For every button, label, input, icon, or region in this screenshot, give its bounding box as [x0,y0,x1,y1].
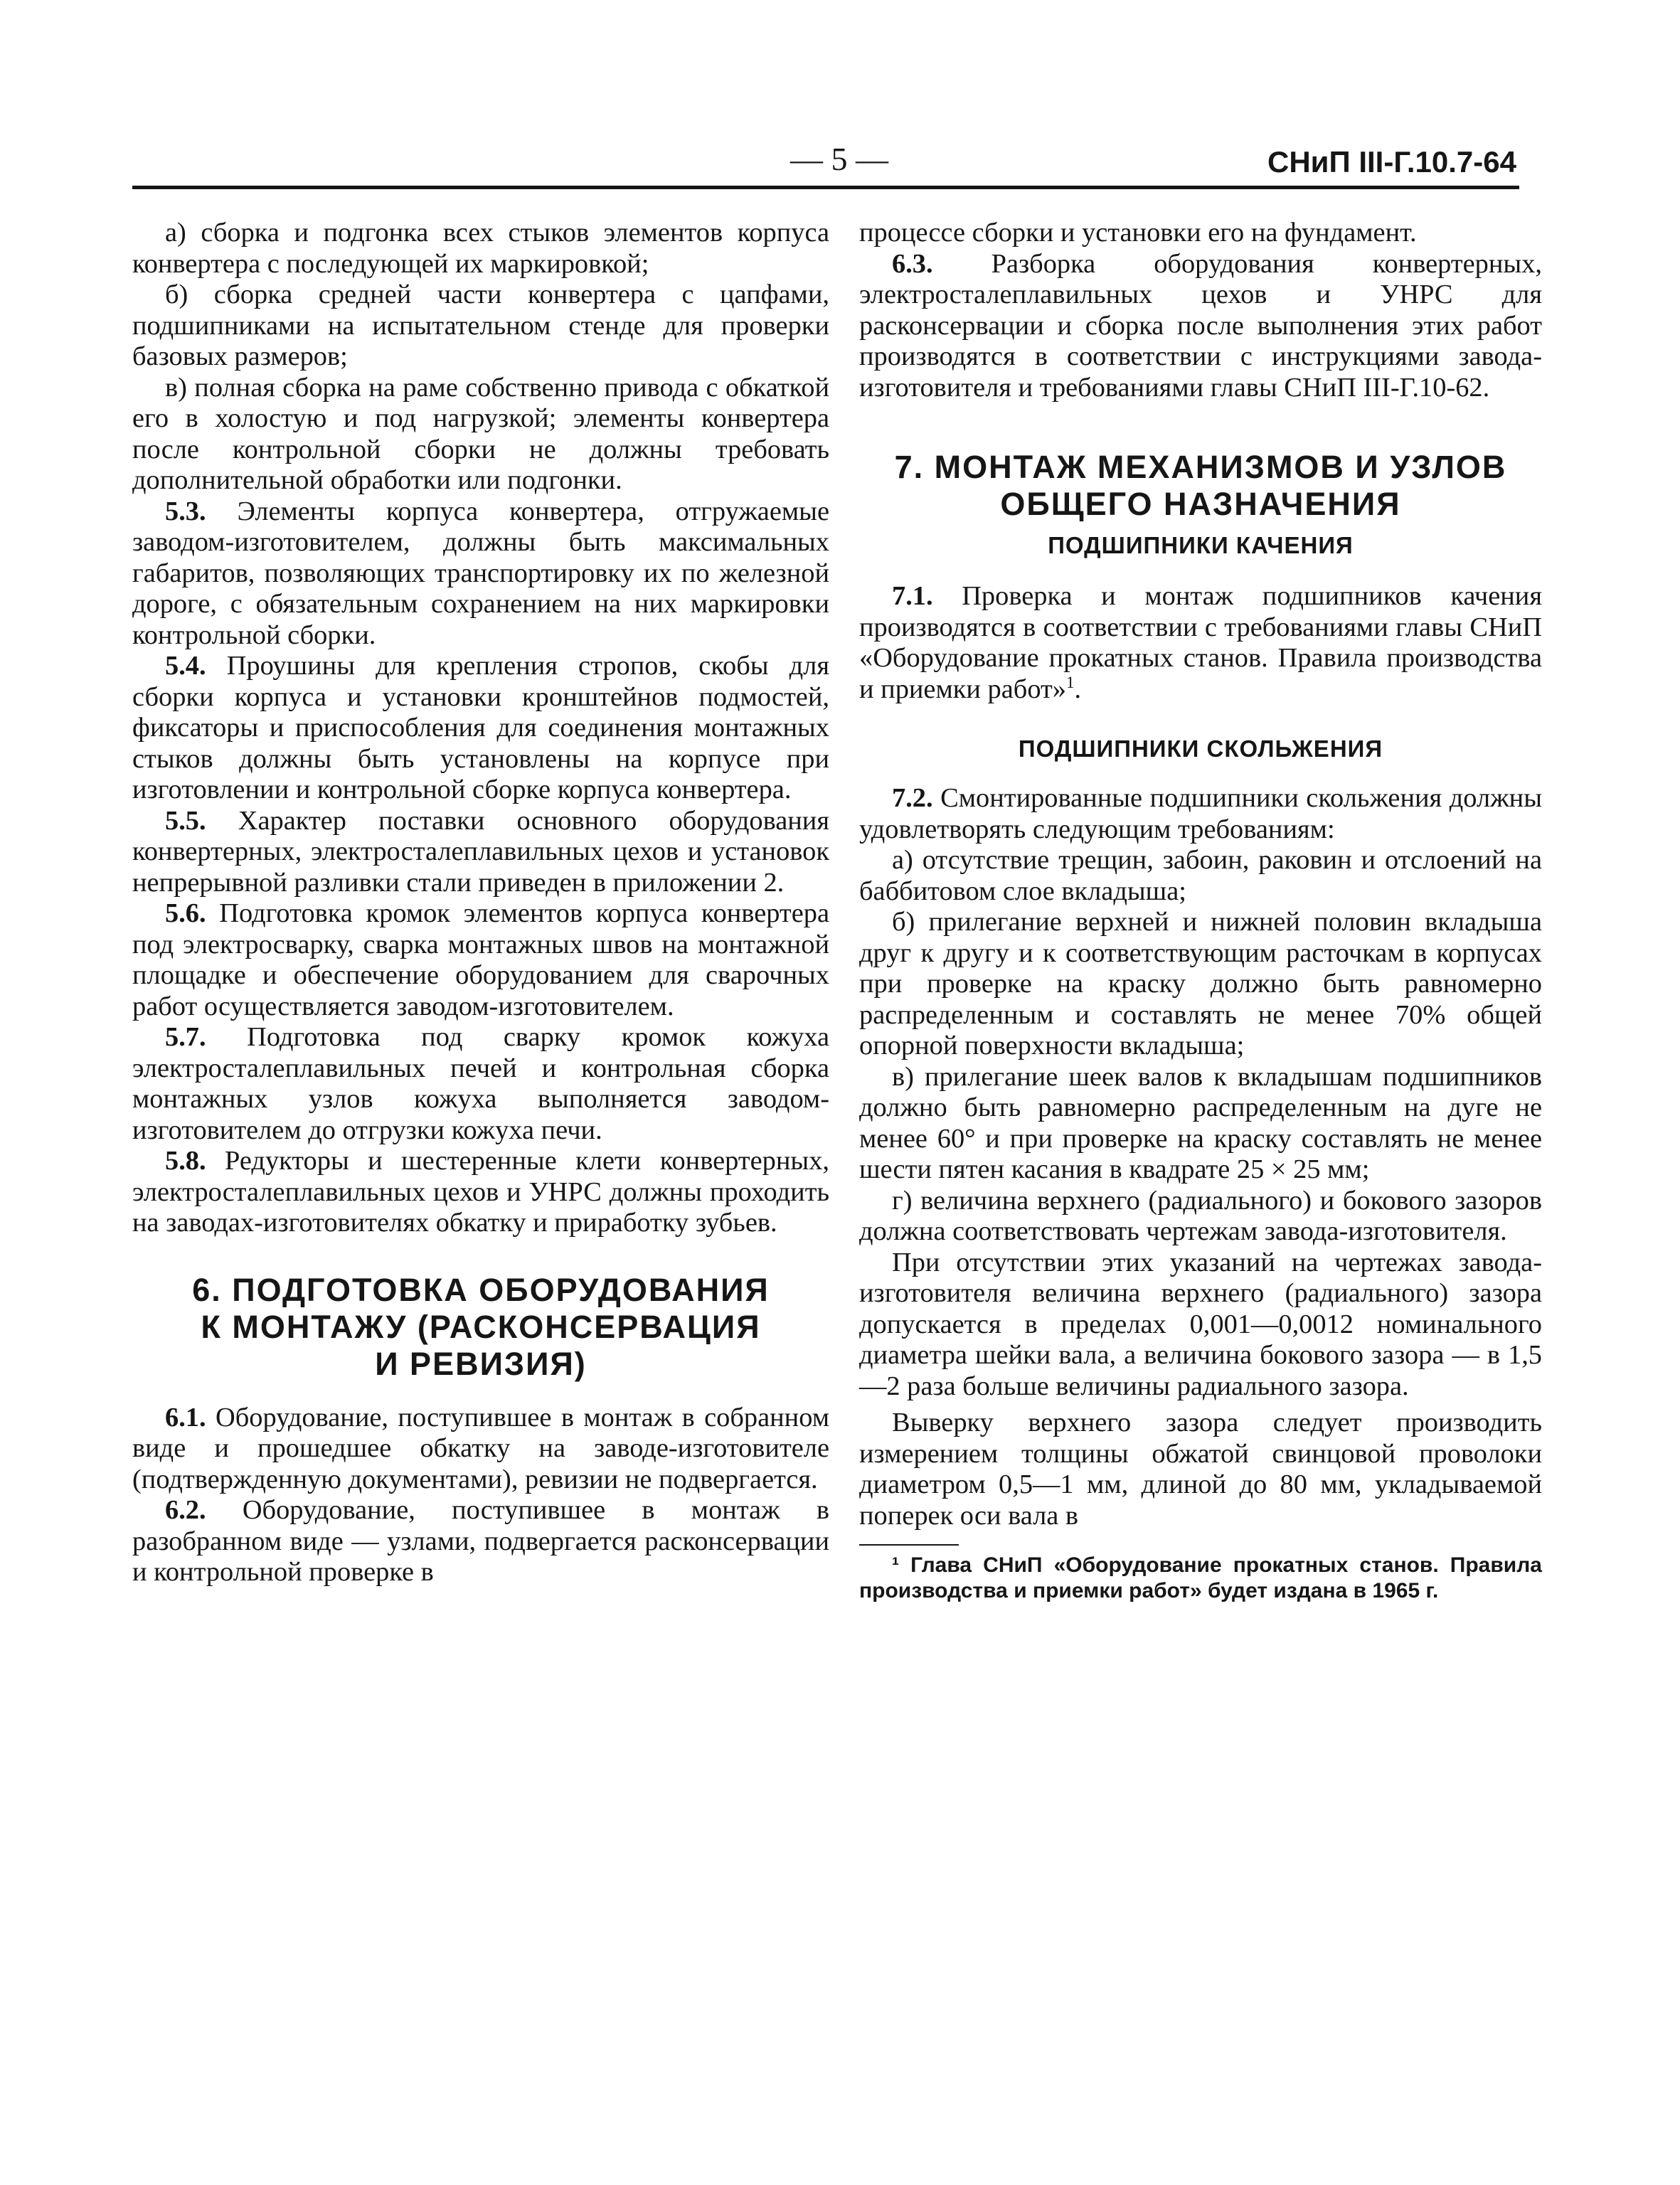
clause-number: 5.7. [165,1022,206,1052]
heading-line: 7. МОНТАЖ МЕХАНИЗМОВ И УЗЛОВ [894,449,1507,485]
subheading-rolling-bearings: ПОДШИПНИКИ КАЧЕНИЯ [1048,532,1354,558]
subheading-sliding-bearings: ПОДШИПНИКИ СКОЛЬЖЕНИЯ [1018,735,1383,762]
right-column [859,218,1542,1604]
paragraph-text: Проушины для крепления стропов, скобы для сборки корпуса и установки кронштейнов подмостей, фиксаторы и приспособления для соединения монтажных стыков должны быть установлены на корпусе при изготовлении и контрольной сборке корпуса конвертера. [132,651,829,804]
paragraph-note-1: При отсутствии этих указаний на чертежах завода-изготовителя величина верхнего (радиального) зазора допускается в пределах 0,001—0,0012 номинального диаметра шейки вала, а величина бокового зазора — в 1,5—2 раза больше величины радиального зазора. [859,1247,1542,1401]
paragraph-text: Подготовка под сварку кромок кожуха электросталеплавильных печей и контрольная сборка монтажных узлов кожуха выполняется заводом-изготовителем до отгрузки кожуха печи. [132,1022,829,1145]
document-code: СНиП III-Г.10.7-64 [1267,145,1516,179]
clause-number: 7.2. [892,783,933,813]
paragraph-5-8 [132,1146,829,1239]
heading-line: К МОНТАЖУ (РАСКОНСЕРВАЦИЯ [201,1308,761,1345]
heading-line: 6. ПОДГОТОВКА ОБОРУДОВАНИЯ [192,1271,770,1308]
list-item-a: а) сборка и подгонка всех стыков элементов корпуса конвертера с последующей их маркировкой; [132,218,829,279]
clause-number: 6.1. [165,1402,206,1432]
left-column [132,218,829,1588]
footnote: ¹ Глава СНиП «Оборудование прокатных станов. Правила производства и приемки работ» будет издана в 1965 г. [859,1553,1542,1602]
paragraph-6-3 [859,249,1542,404]
paragraph-text: Элементы корпуса конвертера, отгружаемые заводом-изготовителем, должны быть максимальных габаритов, позволяющих транспортировку их по железной дороге, с обязательным сохранением на них маркировки контрольной сборки. [132,496,829,650]
paragraph-5-6 [132,898,829,1022]
page-number: — 5 — [790,141,888,177]
list-item-b: б) сборка средней части конвертера с цапфами, подшипниками на испытательном стенде для проверки базовых размеров; [132,280,829,371]
heading-line: ОБЩЕГО НАЗНАЧЕНИЯ [1000,486,1401,522]
page-header [0,0,1680,192]
paragraph-7-1 [859,581,1542,705]
list-item-v: в) полная сборка на раме собственно привода с обкаткой его в холостую и под нагрузкой; элементы конвертера после контрольной сборки не должны требовать дополнительной обработки или подгонки. [132,372,829,495]
list-item-v: в) прилегание шеек валов к вкладышам подшипников должно быть равномерно распределенным на дуге не менее 60° и при проверке на краску составлять не менее шести пятен касания в квадрате 25 × 25 мм; [859,1061,1542,1184]
footnote-rule [859,1544,959,1546]
paragraph-text: Проверка и монтаж подшипников качения производятся в соответствии с требованиями главы СНиП «Оборудование прокатных станов. Правила производства и приемки работ» [859,581,1542,704]
paragraph-end: . [1074,674,1082,704]
section-7-heading [859,449,1542,523]
clause-number: 5.4. [165,651,206,681]
clause-number: 5.3. [165,496,206,526]
list-item-g: г) величина верхнего (радиального) и бокового зазоров должна соответствовать чертежам завода-изготовителя. [859,1185,1542,1246]
paragraph-text: Характер поставки основного оборудования конвертерных, электросталеплавильных цехов и установок непрерывной разливки стали приведен в приложении 2. [132,805,829,898]
heading-line: И РЕВИЗИЯ) [375,1345,587,1382]
clause-number: 5.8. [165,1146,206,1176]
paragraph-text: Оборудование, поступившее в монтаж в собранном виде и прошедшее обкатку на заводе-изготовителе (подтвержденную документами), ревизии не подвергается. [132,1402,829,1494]
paragraph-text: Смонтированные подшипники скольжения должны удовлетворять следующим требованиям: [859,783,1542,844]
clause-number: 5.5. [165,805,206,836]
section-6-heading [132,1272,829,1383]
list-item-b: б) прилегание верхней и нижней половин вкладыша друг к другу и к соответствующим расточкам в корпусах при проверке на краску должно быть равномерно распределенным и составлять не менее 70% общей опорной поверхности вкладыша; [859,907,1542,1060]
paragraph-text: Оборудование, поступившее в монтаж в разобранном виде — узлами, подвергается расконсервации и контрольной проверке в [132,1495,829,1587]
paragraph-5-4 [132,651,829,806]
paragraph-5-5 [132,806,829,899]
paragraph-5-7 [132,1022,829,1146]
footnote-marker: 1 [1066,672,1075,691]
clause-number: 7.1. [892,581,933,611]
paragraph-text: Редукторы и шестеренные клети конвертерных, электросталеплавильных цехов и УНРС должны проходить на заводах-изготовителях обкатку и приработку зубьев. [132,1146,829,1238]
header-rule [132,186,1519,189]
paragraph-text: Разборка оборудования конвертерных, электросталеплавильных цехов и УНРС для расконсервации и сборка после выполнения этих работ производятся в соответствии с инструкциями завода-изготовителя и требованиями главы СНиП III-Г.10-62. [859,248,1542,403]
paragraph-5-3 [132,496,829,652]
paragraph-7-2 [859,783,1542,845]
paragraph-6-2 [132,1495,829,1588]
paragraph-6-2-continued: процессе сборки и установки его на фундамент. [859,218,1417,248]
clause-number: 5.6. [165,898,206,928]
paragraph-text: Подготовка кромок элементов корпуса конвертера под электросварку, сварка монтажных швов на монтажной площадке и обеспечение оборудованием для сварочных работ осуществляется заводом-изготовителем. [132,898,829,1021]
list-item-a: а) отсутствие трещин, забоин, раковин и отслоений на баббитовом слое вкладыша; [859,845,1542,906]
clause-number: 6.3. [892,248,933,279]
clause-number: 6.2. [165,1495,206,1525]
paragraph-note-2: Выверку верхнего зазора следует производить измерением толщины обжатой свинцовой проволоки диаметром 0,5—1 мм, длиной до 80 мм, укладываемой поперек оси вала в [859,1408,1542,1531]
paragraph-6-1 [132,1403,829,1496]
